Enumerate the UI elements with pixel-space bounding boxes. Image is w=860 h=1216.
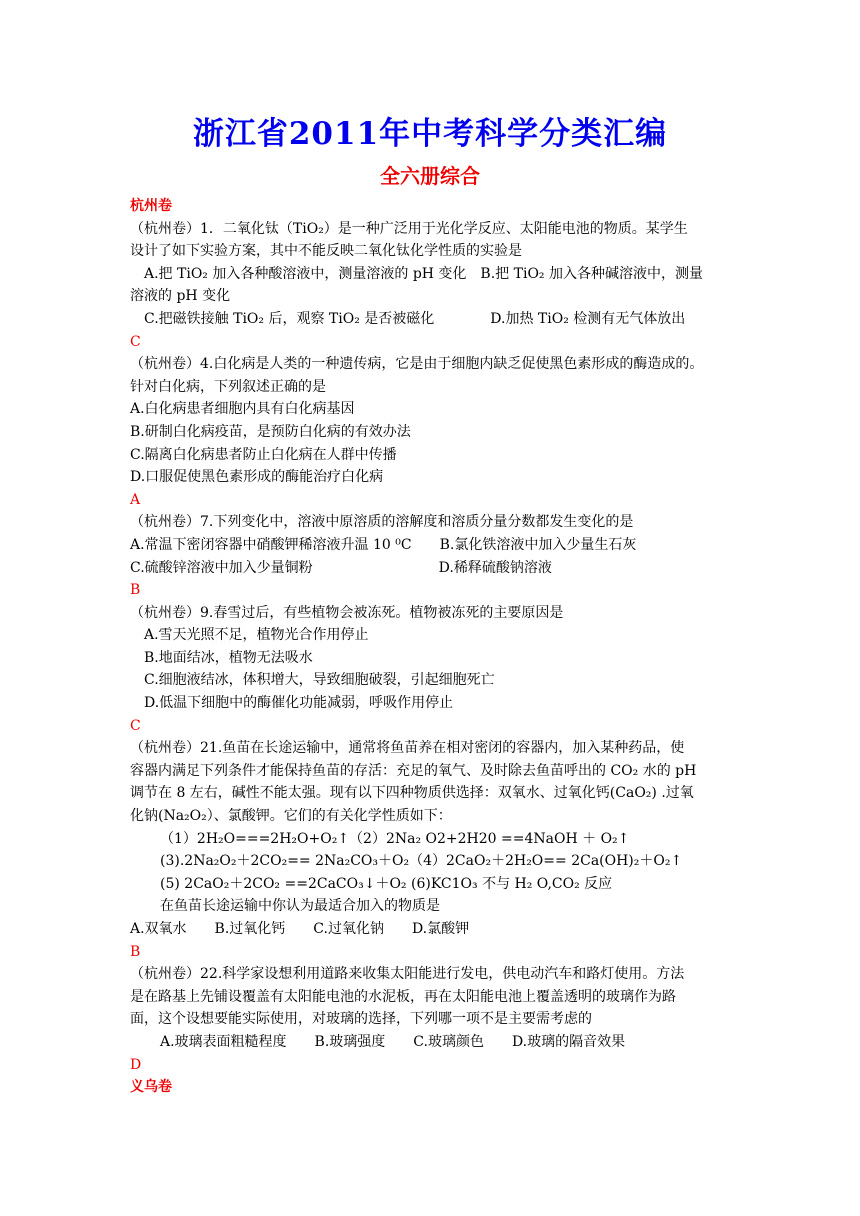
question-1 [130,218,736,354]
option-line: A.雪天光照不足，植物光合作用停止 [144,627,369,644]
answer: C [130,717,141,734]
option-line: A.玻璃表面粗糙程度 B.玻璃强度 C.玻璃颜色 D.玻璃的隔音效果 [160,1033,626,1050]
equation-line: （1）2H₂O===2H₂O+O₂↑（2）2Na₂ O2+2H20 ==4NaOH ＋ O₂↑ [160,830,630,847]
option-line: A.白化病患者细胞内具有白化病基因 [130,401,355,418]
question-stem-line: （杭州卷）22.科学家设想利用道路来收集太阳能进行发电，供电动汽车和路灯使用。方法 [130,966,685,983]
question-stem-line: 面，这个设想要能实际使用，对玻璃的选择，下列哪一项不是主要需考虑的 [130,1011,592,1028]
answer: A [130,491,141,508]
option-line: D.口服促使黑色素形成的酶能治疗白化病 [130,469,384,486]
document-body [130,195,736,1099]
equation-line: (5) 2CaO₂＋2CO₂ ==2CaCO₃↓＋O₂ (6)KC1O₃ 不与 H₂ O,CO₂ 反应 [160,875,613,892]
section-heading-hangzhou: 杭州卷 [130,198,172,214]
option-line: A.常温下密闭容器中硝酸钾稀溶液升温 10 ⁰C B.氯化铁溶液中加入少量生石灰 [130,536,637,553]
question-stem-line: （杭州卷）1．二氧化钛（TiO₂）是一种广泛用于光化学反应、太阳能电池的物质。某学生 [130,220,688,237]
option-line: A.双氧水 B.过氧化钙 C.过氧化钠 D.氯酸钾 [130,921,470,937]
option-line: C.隔离白化病患者防止白化病在人群中传播 [130,446,397,463]
question-stem-line: 是在路基上先铺设覆盖有太阳能电池的水泥板，再在太阳能电池上覆盖透明的玻璃作为路 [130,988,676,1005]
option-line: C.细胞液结冰，体积增大，导致细胞破裂，引起细胞死亡 [144,672,495,689]
answer: B [130,582,141,599]
question-21 [130,737,736,963]
question-stem-line: （杭州卷）4.白化病是人类的一种遗传病，它是由于细胞内缺乏促使黑色素形成的酶造成的。 [130,356,704,373]
question-prompt-line: 在鱼苗长途运输中你认为最适合加入的物质是 [160,898,440,915]
option-line: D.低温下细胞中的酶催化功能减弱，呼吸作用停止 [144,695,454,712]
question-stem-line: （杭州卷）7.下列变化中，溶液中原溶质的溶解度和溶质分量分数都发生变化的是 [130,514,634,531]
document-title: 浙江省2011年中考科学分类汇编 [192,116,668,152]
option-line: C.把磁铁接触 TiO₂ 后，观察 TiO₂ 是否被磁化 D.加热 TiO₂ 检测有无气体放出 [144,310,686,327]
equation-line: (3).2Na₂O₂＋2CO₂== 2Na₂CO₃＋O₂（4）2CaO₂＋2H₂O== 2Ca(OH)₂＋O₂↑ [160,853,683,870]
option-line: B.研制白化病疫苗，是预防白化病的有效办法 [130,423,411,440]
document-subtitle: 全六册综合 [380,164,480,188]
question-stem-line: 针对白化病，下列叙述正确的是 [130,378,326,395]
question-stem-line: （杭州卷）21.鱼苗在长途运输中，通常将鱼苗养在相对密闭的容器内，加入某种药品，使 [130,740,685,757]
question-22 [130,963,736,1076]
question-9 [130,602,736,738]
question-stem-line: 化钠(Na₂O₂）、氯酸钾。它们的有关化学性质如下： [130,808,452,825]
answer: C [130,333,141,350]
question-stem-line: 设计了如下实验方案，其中不能反映二氧化钛化学性质的实验是 [130,243,522,260]
question-stem-line: （杭州卷）9.春雪过后，有些植物会被冻死。植物被冻死的主要原因是 [130,604,564,621]
option-line: A.把 TiO₂ 加入各种酸溶液中，测量溶液的 pH 变化 B.把 TiO₂ 加入各种碱溶液中，测量 [144,265,703,282]
answer: D [130,1056,142,1073]
question-stem-line: 调节在 8 左右，碱性不能太强。现有以下四种物质供选择：双氧水、过氧化钙(CaO₂) .过氧 [130,785,694,802]
question-7 [130,511,736,601]
question-stem-line: 容器内满足下列条件才能保持鱼苗的存活：充足的氧气、及时除去鱼苗呼出的 CO₂ 水的 pH [130,762,697,779]
section-heading-yiwu: 义乌卷 [130,1079,172,1096]
answer: B [130,943,141,960]
option-line: B.地面结冰，植物无法吸水 [144,649,313,666]
option-line: 溶液的 pH 变化 [130,288,231,305]
option-line: C.硫酸锌溶液中加入少量铜粉 D.稀释硫酸钠溶液 [130,559,552,576]
question-4 [130,353,736,511]
